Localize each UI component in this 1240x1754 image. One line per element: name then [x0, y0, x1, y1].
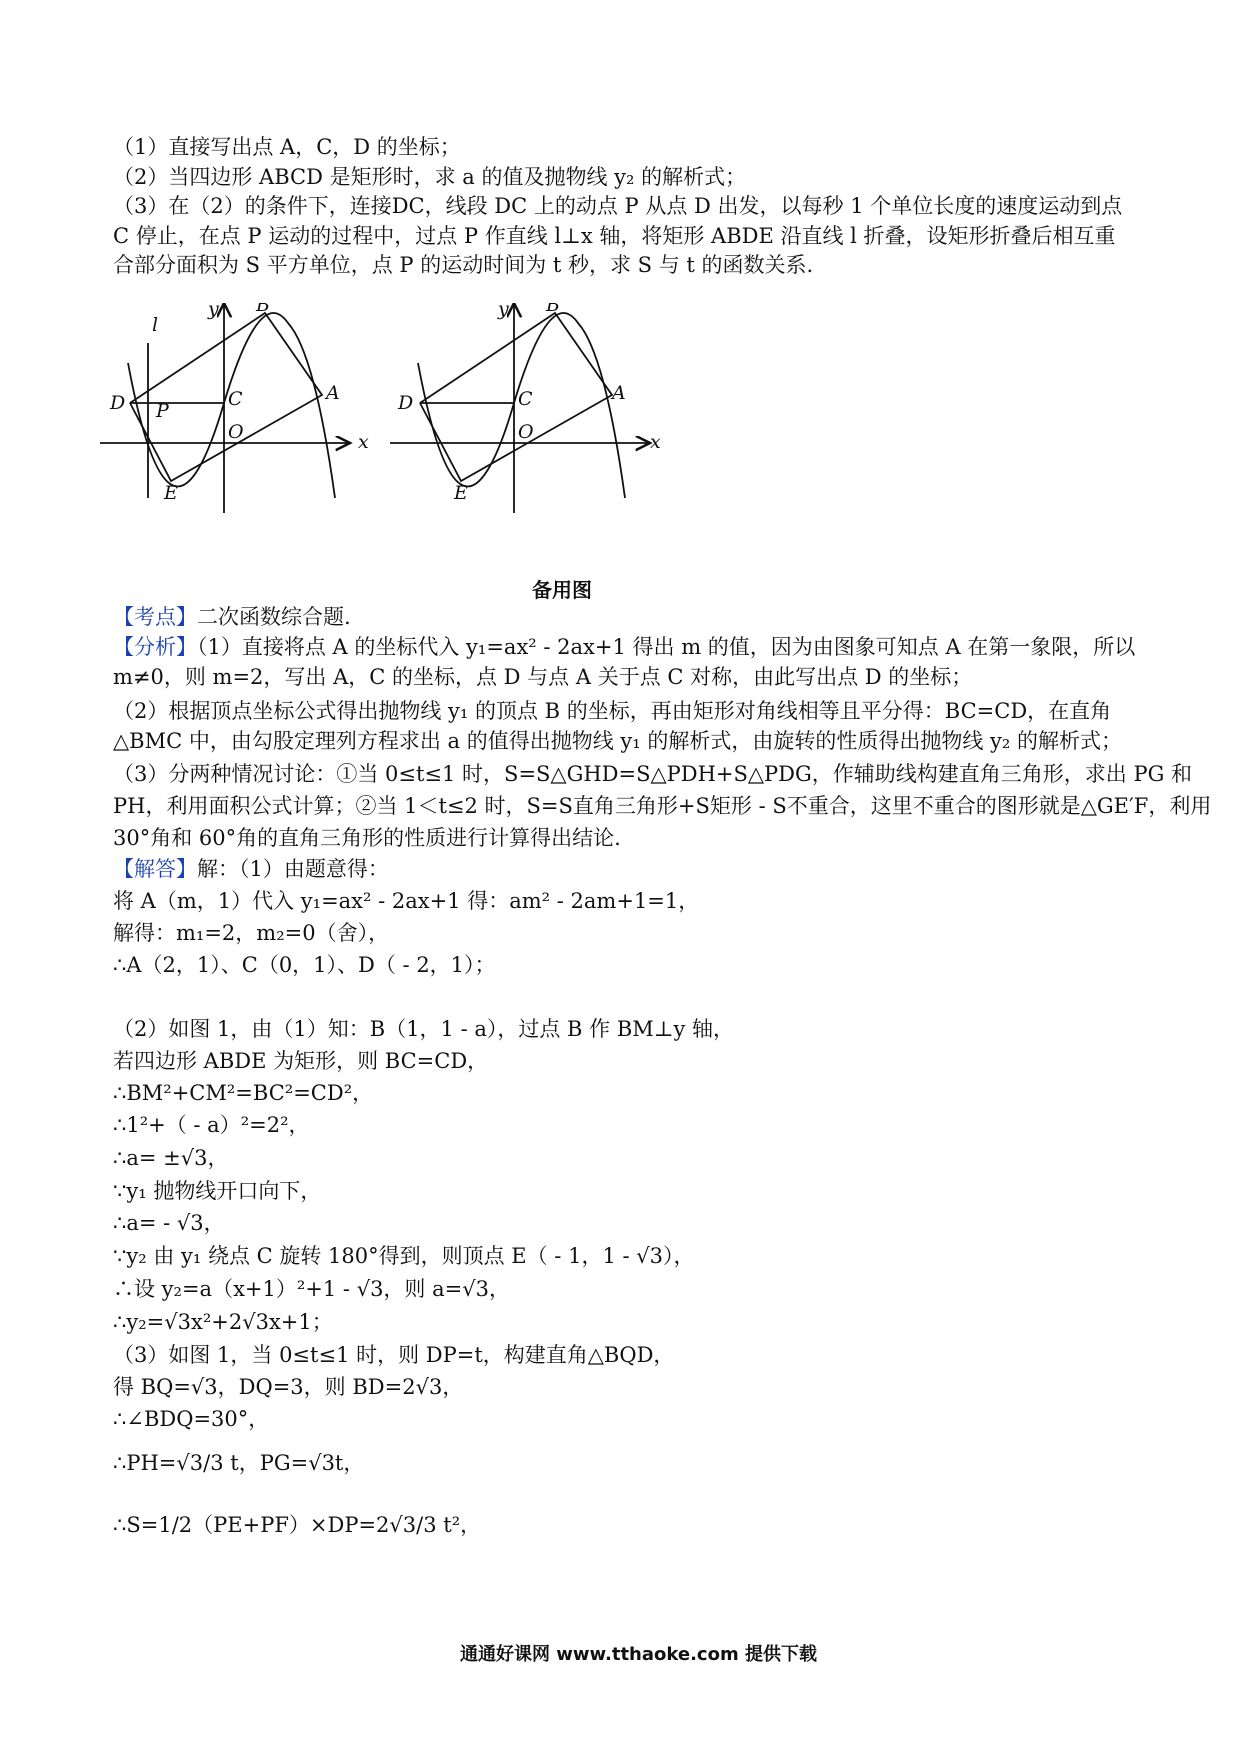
label-o: O — [228, 421, 244, 443]
jieda-label: 【解答】 — [113, 857, 197, 881]
footer-source: 通通好课网 www.tthaoke.com 提供下载 — [460, 1644, 817, 1665]
fenxi-line-3: （2）根据顶点坐标公式得出抛物线 y₁ 的顶点 B 的坐标，再由矩形对角线相等且平分得：BC=CD，在直角 — [113, 699, 1112, 723]
solution-step-17: ∴∠BDQ=30°， — [113, 1407, 270, 1431]
kaodian-label: 【考点】 — [113, 605, 197, 629]
label-e-2: E — [454, 482, 468, 504]
solution-step-6: 若四边形 ABDE 为矩形，则 BC=CD， — [113, 1049, 489, 1073]
figure-caption: 备用图 — [532, 578, 592, 602]
solution-step-15: （3）如图 1，当 0≤t≤1 时，则 DP=t，构建直角△BQD， — [113, 1343, 675, 1367]
solution-step-12: ∵y₂ 由 y₁ 绕点 C 旋转 180°得到，则顶点 E（ - 1，1 - √3）， — [113, 1244, 695, 1268]
solution-step-14: ∴y₂=√3x²+2√3x+1； — [113, 1310, 333, 1334]
label-b: B — [256, 303, 270, 316]
label-y: y — [208, 303, 219, 320]
label-d-2: D — [398, 392, 414, 414]
solution-step-2: 将 A（m，1）代入 y₁=ax² - 2ax+1 得：am² - 2am+1=1， — [113, 889, 700, 913]
question-3-line-2: C 停止，在点 P 运动的过程中，过点 P 作直线 l⊥x 轴，将矩形 ABDE 沿直线 l 折叠，设矩形折叠后相互重 — [113, 224, 1116, 248]
fenxi-label: 【分析】 — [113, 635, 197, 659]
solution-step-4: ∴A（2，1）、C（0，1）、D（ - 2，1）； — [113, 953, 496, 977]
question-2: （2）当四边形 ABCD 是矩形时，求 a 的值及抛物线 y₂ 的解析式； — [113, 165, 747, 189]
solution-step-1: 解：（1）由题意得： — [197, 857, 389, 881]
question-3-line-3: 合部分面积为 S 平方单位，点 P 的运动时间为 t 秒，求 S 与 t 的函数关系. — [113, 253, 814, 277]
fenxi-line-1 — [113, 632, 1135, 662]
solution-step-16: 得 BQ=√3，DQ=3，则 BD=2√3， — [113, 1375, 464, 1399]
question-3-line-1: （3）在（2）的条件下，连接DC，线段 DC 上的动点 P 从点 D 出发，以每秒 1 个单位长度的速度运动到点 — [113, 194, 1123, 218]
solution-step-18: ∴PH=√3/3 t，PG=√3t， — [113, 1451, 365, 1475]
kaodian-text: 二次函数综合题. — [197, 605, 351, 629]
jieda-line — [113, 854, 389, 884]
label-c: C — [228, 388, 243, 410]
label-l: l — [152, 314, 159, 336]
fenxi-text-1: （1）直接将点 A 的坐标代入 y₁=ax² - 2ax+1 得出 m 的值，因为由图象可知点 A 在第一象限，所以 — [197, 635, 1136, 659]
figure-1 — [100, 303, 350, 513]
label-c-2: C — [518, 388, 533, 410]
label-p: P — [156, 400, 169, 422]
solution-step-10: ∵y₁ 抛物线开口向下， — [113, 1179, 322, 1203]
fenxi-line-5: （3）分两种情况讨论：①当 0≤t≤1 时，S=S△GHD=S△PDH+S△PDG，作辅助线构建直角三角形，求出 PG 和 — [113, 762, 1193, 786]
fenxi-line-2: m≠0，则 m=2，写出 A，C 的坐标，点 D 与点 A 关于点 C 对称，由此写出点 D 的坐标； — [113, 665, 973, 689]
fenxi-line-4: △BMC 中，由勾股定理列方程求出 a 的值得出抛物线 y₁ 的解析式，由旋转的性质得出抛物线 y₂ 的解析式； — [113, 729, 1122, 753]
label-x-2: x — [650, 431, 661, 453]
solution-step-19: ∴S=1/2（PE+PF）×DP=2√3/3 t²， — [113, 1513, 482, 1537]
solution-step-13: ∴设 y₂=a（x+1）²+1 - √3，则 a=√3， — [113, 1277, 510, 1301]
fenxi-line-7: 30°角和 60°角的直角三角形的性质进行计算得出结论. — [113, 826, 621, 850]
label-o-2: O — [518, 421, 534, 443]
label-x: x — [358, 431, 369, 453]
label-e: E — [164, 482, 178, 504]
figures — [100, 303, 800, 603]
solution-step-7: ∴BM²+CM²=BC²=CD²， — [113, 1081, 374, 1105]
label-a: A — [326, 382, 340, 404]
label-y-2: y — [498, 303, 509, 320]
solution-step-3: 解得：m₁=2，m₂=0（舍）， — [113, 921, 390, 945]
fenxi-line-6: PH，利用面积公式计算；②当 1＜t≤2 时，S=S直角三角形+S矩形 - S不重合，这里不重合的图形就是△GE′F，利用 — [113, 794, 1212, 818]
solution-step-5: （2）如图 1，由（1）知：B（1，1 - a），过点 B 作 BM⊥y 轴， — [113, 1017, 735, 1041]
kaodian-line — [113, 602, 351, 632]
solution-step-8: ∴1²+（ - a）²=2²， — [113, 1113, 310, 1137]
label-a-2: A — [612, 382, 626, 404]
label-b-2: B — [546, 303, 560, 316]
question-1: （1）直接写出点 A，C，D 的坐标； — [113, 135, 461, 159]
solution-step-11: ∴a= - √3， — [113, 1211, 225, 1235]
solution-step-9: ∴a= ±√3， — [113, 1146, 229, 1170]
label-d: D — [110, 392, 126, 414]
figure-diagrams — [100, 303, 800, 603]
